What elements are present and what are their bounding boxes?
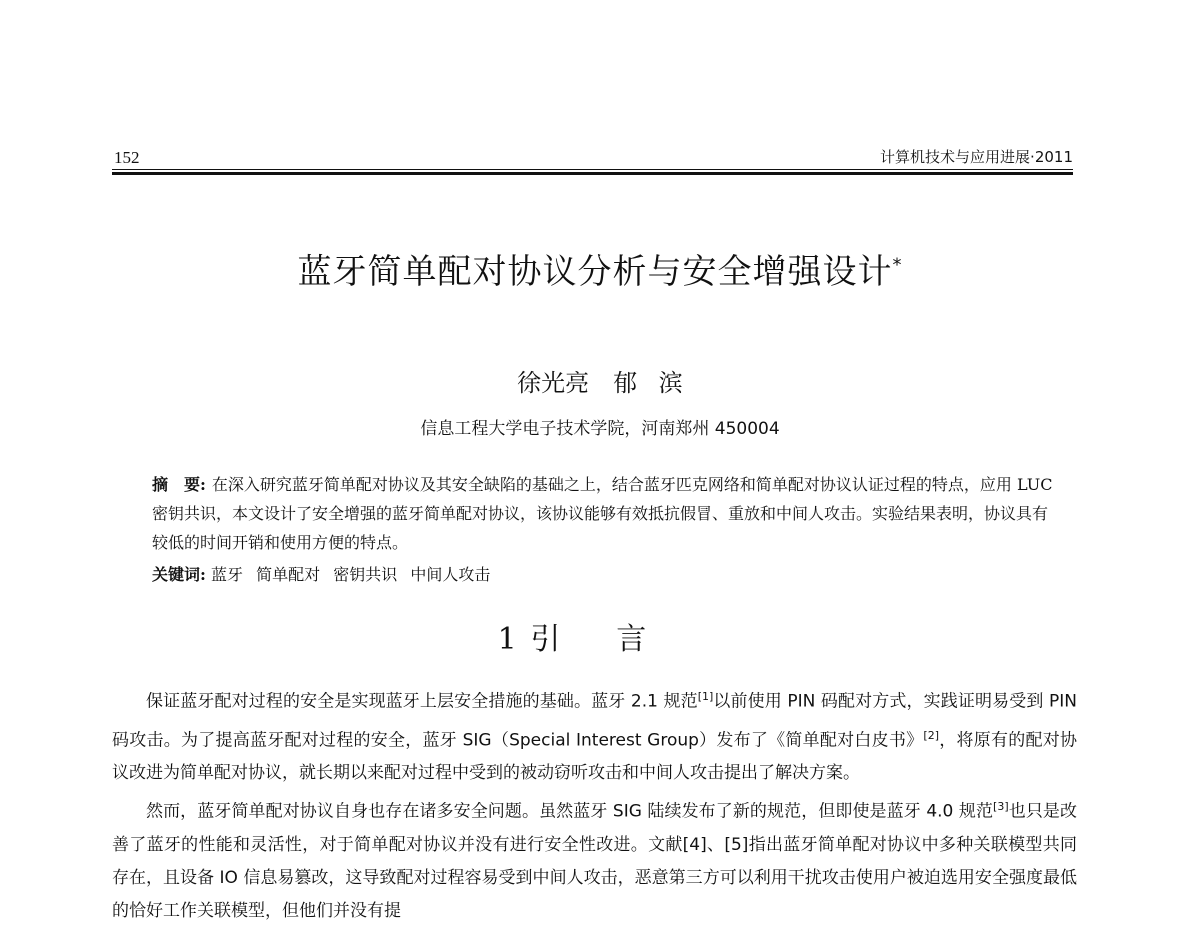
citation: [3] (993, 800, 1009, 814)
paragraph (112, 680, 1077, 790)
keyword: 密钥共识 (333, 565, 398, 584)
abstract (152, 470, 1062, 557)
keywords-label: 关键词: (152, 565, 206, 584)
body-text (112, 680, 1077, 928)
text-run: ，将原有的配对协议改进为简单配对协议，就长期以来配对过程中受到的被动窃听攻击和中间人攻击提出了解决方案。 (112, 730, 1077, 784)
text-run: 也只是改善了蓝牙的性能和灵活性，对于简单配对协议并没有进行安全性改进。文献[4]、[5]指出蓝牙简单配对协议中多种关联模型共同存在，且设备 IO 信息易篡改，这导致配对过程容易受到中间人攻击，恶意第三方可以利用干扰攻击使用户被迫选用安全强度最低的恰好工作关联模型，但他们并没有提 (112, 801, 1078, 921)
section-number: 1 (497, 622, 517, 657)
page-header (112, 144, 1073, 180)
journal-running-head: 计算机技术与应用进展·2011 (880, 148, 1073, 166)
text-run: 然而，蓝牙简单配对协议自身也存在诸多安全问题。虽然蓝牙 SIG 陆续发布了新的规范，但即使是蓝牙 4.0 规范 (146, 801, 994, 822)
header-rule-thick (112, 172, 1073, 175)
paper-title-text: 蓝牙简单配对协议分析与安全增强设计 (297, 252, 893, 292)
section-heading (0, 614, 1200, 658)
keyword: 中间人攻击 (410, 565, 491, 584)
keyword: 蓝牙 (211, 565, 244, 584)
affiliation: 信息工程大学电子技术学院，河南郑州 450004 (420, 419, 780, 439)
text-run: 以前使用 PIN 码配对方式，实践证明易受到 PIN 码攻击。为了提高蓝牙配对过程的安全，蓝牙 SIG（Special Interest Group）发布了《简单配对白皮书》 (112, 691, 1077, 751)
abstract-text: 在深入研究蓝牙简单配对协议及其安全缺陷的基础之上，结合蓝牙匹克网络和简单配对协议认证过程的特点，应用 LUC 密钥共识，本文设计了安全增强的蓝牙简单配对协议，该协议能够有效抵抗假冒、重放和中间人攻击。实验结果表明，协议具有较低的时间开销和使用方便的特点。 (152, 475, 1053, 552)
title-footnote-mark: * (892, 254, 903, 276)
paper-title (0, 244, 1200, 293)
keywords (152, 562, 1062, 585)
section-title: 引言 (530, 622, 703, 657)
text-run: 保证蓝牙配对过程的安全是实现蓝牙上层安全措施的基础。蓝牙 2.1 规范 (146, 691, 698, 712)
citation: [2] (923, 728, 939, 742)
abstract-label: 摘 要: (152, 475, 206, 494)
citation: [1] (697, 690, 714, 703)
authors: 徐光亮 郁 滨 (517, 369, 683, 397)
header-rule-thin (112, 169, 1073, 170)
paragraph (112, 790, 1077, 928)
keyword: 简单配对 (256, 565, 321, 584)
page-number: 152 (114, 148, 140, 167)
